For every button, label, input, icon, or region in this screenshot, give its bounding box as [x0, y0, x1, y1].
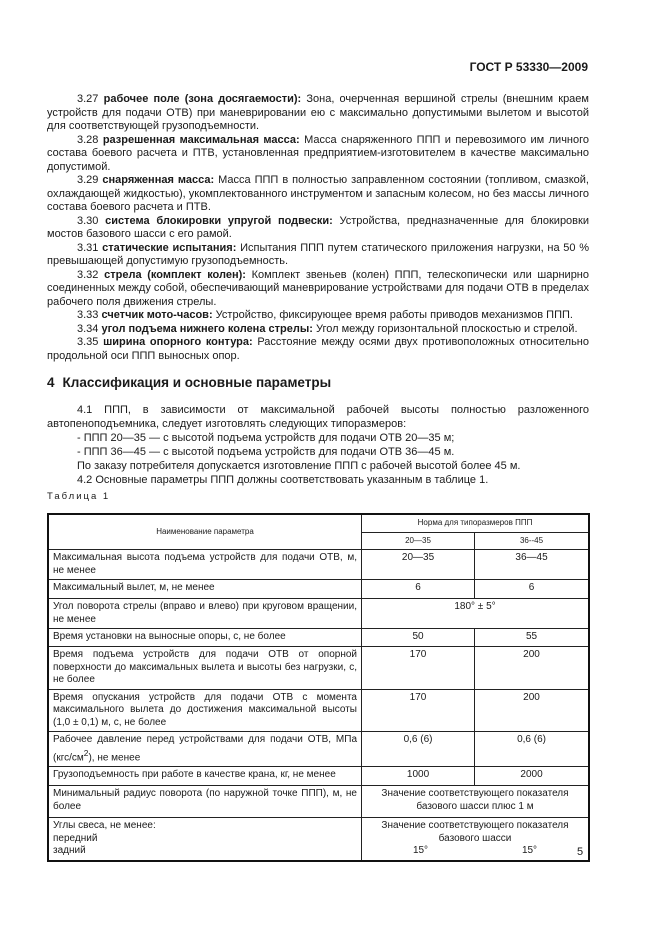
param-text: Рабочее давление перед устройствами для подачи ОТВ, МПа (кгс/см [53, 734, 357, 763]
def-text: Расстояние между осями двух противоположных относительно продольной оси ППП выносных опор. [47, 336, 589, 362]
value-cell: 200 [475, 689, 589, 732]
parameters-table [47, 513, 590, 862]
value-cell: 2000 [475, 767, 589, 786]
value-cell: 1000 [362, 767, 475, 786]
paragraph-note: По заказу потребителя допускается изготовление ППП с рабочей высотой более 45 м. [77, 460, 521, 472]
param-cell: Время установки на выносные опоры, с, не более [48, 629, 362, 647]
def-num: 3.31 [77, 241, 99, 254]
param-cell: Максимальная высота подъема устройств для подачи ОТВ, м, не менее [48, 550, 362, 580]
param-subline: задний [53, 845, 86, 857]
value-text: Значение соответствующего показателя базового шасси [381, 820, 569, 844]
value-cell: 180° ± 5° [362, 599, 590, 629]
table-caption: Таблица 1 [47, 491, 111, 502]
list-item: - ППП 36—45 — с высотой подъема устройств для подачи ОТВ 36—45 м. [77, 446, 455, 458]
def-num: 3.28 [77, 133, 99, 146]
section-4-text [47, 403, 589, 487]
list-item: - ППП 20—35 — с высотой подъема устройств для подачи ОТВ 20—35 м; [77, 432, 455, 444]
value-cell: 200 [475, 647, 589, 690]
section-title: Классификация и основные параметры [62, 375, 332, 390]
value-cell: 55 [475, 629, 589, 647]
table-row [48, 550, 589, 580]
section-number: 4 [47, 375, 55, 390]
param-text: ), не менее [88, 751, 141, 763]
definition-item [47, 323, 589, 337]
def-text: Комплект звеньев (колен) ППП, телескопически или шарнирно соединенных между собой, обеспечивающий маневрирование устройствами для подачи ОТВ в пределах рабочего поля движения стрелы. [47, 268, 589, 308]
value-cell: 6 [475, 580, 589, 599]
def-text: Испытания ППП путем статического приложения нагрузки, на 50 % превышающей допустимую грузоподъемность. [47, 241, 589, 267]
definition-item [47, 93, 589, 134]
paragraph-4-1: 4.1 ППП, в зависимости от максимальной рабочей высоты полностью разложенного автопеноподъемника, следует изготовлять следующих типоразмеров: [47, 404, 589, 430]
def-term: система блокировки упругой подвески: [105, 214, 333, 227]
value-cell: 50 [362, 629, 475, 647]
def-term: статические испытания: [102, 241, 237, 254]
definition-item [47, 309, 589, 323]
def-text: Угол между горизонтальной плоскостью и стрелой. [315, 322, 578, 335]
table-row [48, 689, 589, 732]
def-num: 3.35 [77, 336, 99, 348]
table-row [48, 580, 589, 599]
param-cell: Минимальный радиус поворота (по наружной точке ППП), м, не более [48, 786, 362, 818]
page-number: 5 [577, 846, 584, 858]
def-term: стрела (комплект колен): [104, 268, 246, 281]
param-cell: Угол поворота стрелы (вправо и влево) при круговом вращении, не менее [48, 599, 362, 629]
table-row [48, 786, 589, 818]
table-row [48, 629, 589, 647]
value-text: 15° [521, 845, 538, 857]
def-num: 3.32 [77, 268, 99, 281]
section-heading [47, 375, 339, 390]
table-row [48, 732, 589, 767]
param-cell: Время подъема устройств для подачи ОТВ от опорной поверхности до максимальных вылета и высоты без нагрузки, с, не более [48, 647, 362, 690]
paragraph-4-2: 4.2 Основные параметры ППП должны соответствовать указанным в таблице 1. [77, 474, 489, 486]
value-cell: 0,6 (6) [475, 732, 589, 767]
param-cell [48, 732, 362, 767]
def-num: 3.27 [77, 93, 99, 105]
table-row [48, 599, 589, 629]
def-text: Зона, очерченная вершиной стрелы (внешним краем устройств для подачи ОТВ) при маневрировании ею с максимально допустимыми вылетом и высотой для соответствующей грузоподъемности. [47, 93, 589, 132]
definition-item [47, 134, 589, 175]
value-cell: Значение соответствующего показателя базового шасси плюс 1 м [362, 786, 590, 818]
table-row [48, 647, 589, 690]
header-param: Наименование параметра [48, 514, 362, 550]
param-cell [48, 818, 362, 861]
value-cell: 36—45 [475, 550, 589, 580]
def-term: разрешенная максимальная масса: [102, 133, 300, 146]
value-cell: 170 [362, 647, 475, 690]
def-text: Устройство, фиксирующее время работы приводов механизмов ППП. [215, 309, 573, 321]
def-term: ширина опорного контура: [103, 336, 253, 348]
superscript: 2 [83, 747, 89, 758]
def-term: счетчик мото-часов: [101, 309, 213, 321]
value-cell: 170 [362, 689, 475, 732]
def-num: 3.33 [77, 309, 99, 321]
param-subline: передний [53, 832, 98, 844]
table-row [48, 818, 589, 861]
def-term: угол подъема нижнего колена стрелы: [101, 322, 313, 335]
definition-item [47, 174, 589, 215]
def-text: Масса снаряженного ППП и перевозимого им личного состава боевого расчета и ПТВ, установленная предприятием-изготовителем в качестве максимально допустимой. [47, 133, 589, 173]
header-sub-2: 36--45 [475, 532, 589, 550]
def-term: рабочее поле (зона досягаемости): [103, 93, 302, 105]
value-cell: 6 [362, 580, 475, 599]
def-term: снаряженная масса: [102, 174, 215, 186]
def-num: 3.34 [77, 322, 99, 335]
header-norm: Норма для типоразмеров ППП [362, 514, 590, 532]
value-text: 15° [412, 845, 429, 857]
document-header: ГОСТ Р 53330—2009 [469, 60, 588, 74]
param-text: Углы свеса, не менее: [53, 820, 156, 832]
definitions [47, 93, 589, 363]
def-num: 3.29 [77, 174, 99, 186]
def-text: Масса ППП в полностью заправленном состоянии (топливом, смазкой, охлаждающей жидкостью), укомплектованного инструментом и запасным колесом, но без массы личного состава боевого расчета и ПТВ. [47, 174, 589, 213]
def-num: 3.30 [77, 214, 99, 227]
value-cell: 20—35 [362, 550, 475, 580]
header-sub-1: 20—35 [362, 532, 475, 550]
definition-item [47, 336, 589, 363]
value-cell: 0,6 (6) [362, 732, 475, 767]
def-text: Устройства, предназначенные для блокировки мостов базового шасси с его рамой. [47, 214, 589, 240]
value-cell [362, 818, 590, 861]
table-row [48, 767, 589, 786]
param-cell: Грузоподъемность при работе в качестве крана, кг, не менее [48, 767, 362, 786]
definition-item [47, 215, 589, 242]
definition-item [47, 269, 589, 310]
definition-item [47, 242, 589, 269]
param-cell: Время опускания устройств для подачи ОТВ с момента максимального вылета до достижения максимальной высоты (1,0 ± 0,1) м, с, не более [48, 689, 362, 732]
param-cell: Максимальный вылет, м, не менее [48, 580, 362, 599]
